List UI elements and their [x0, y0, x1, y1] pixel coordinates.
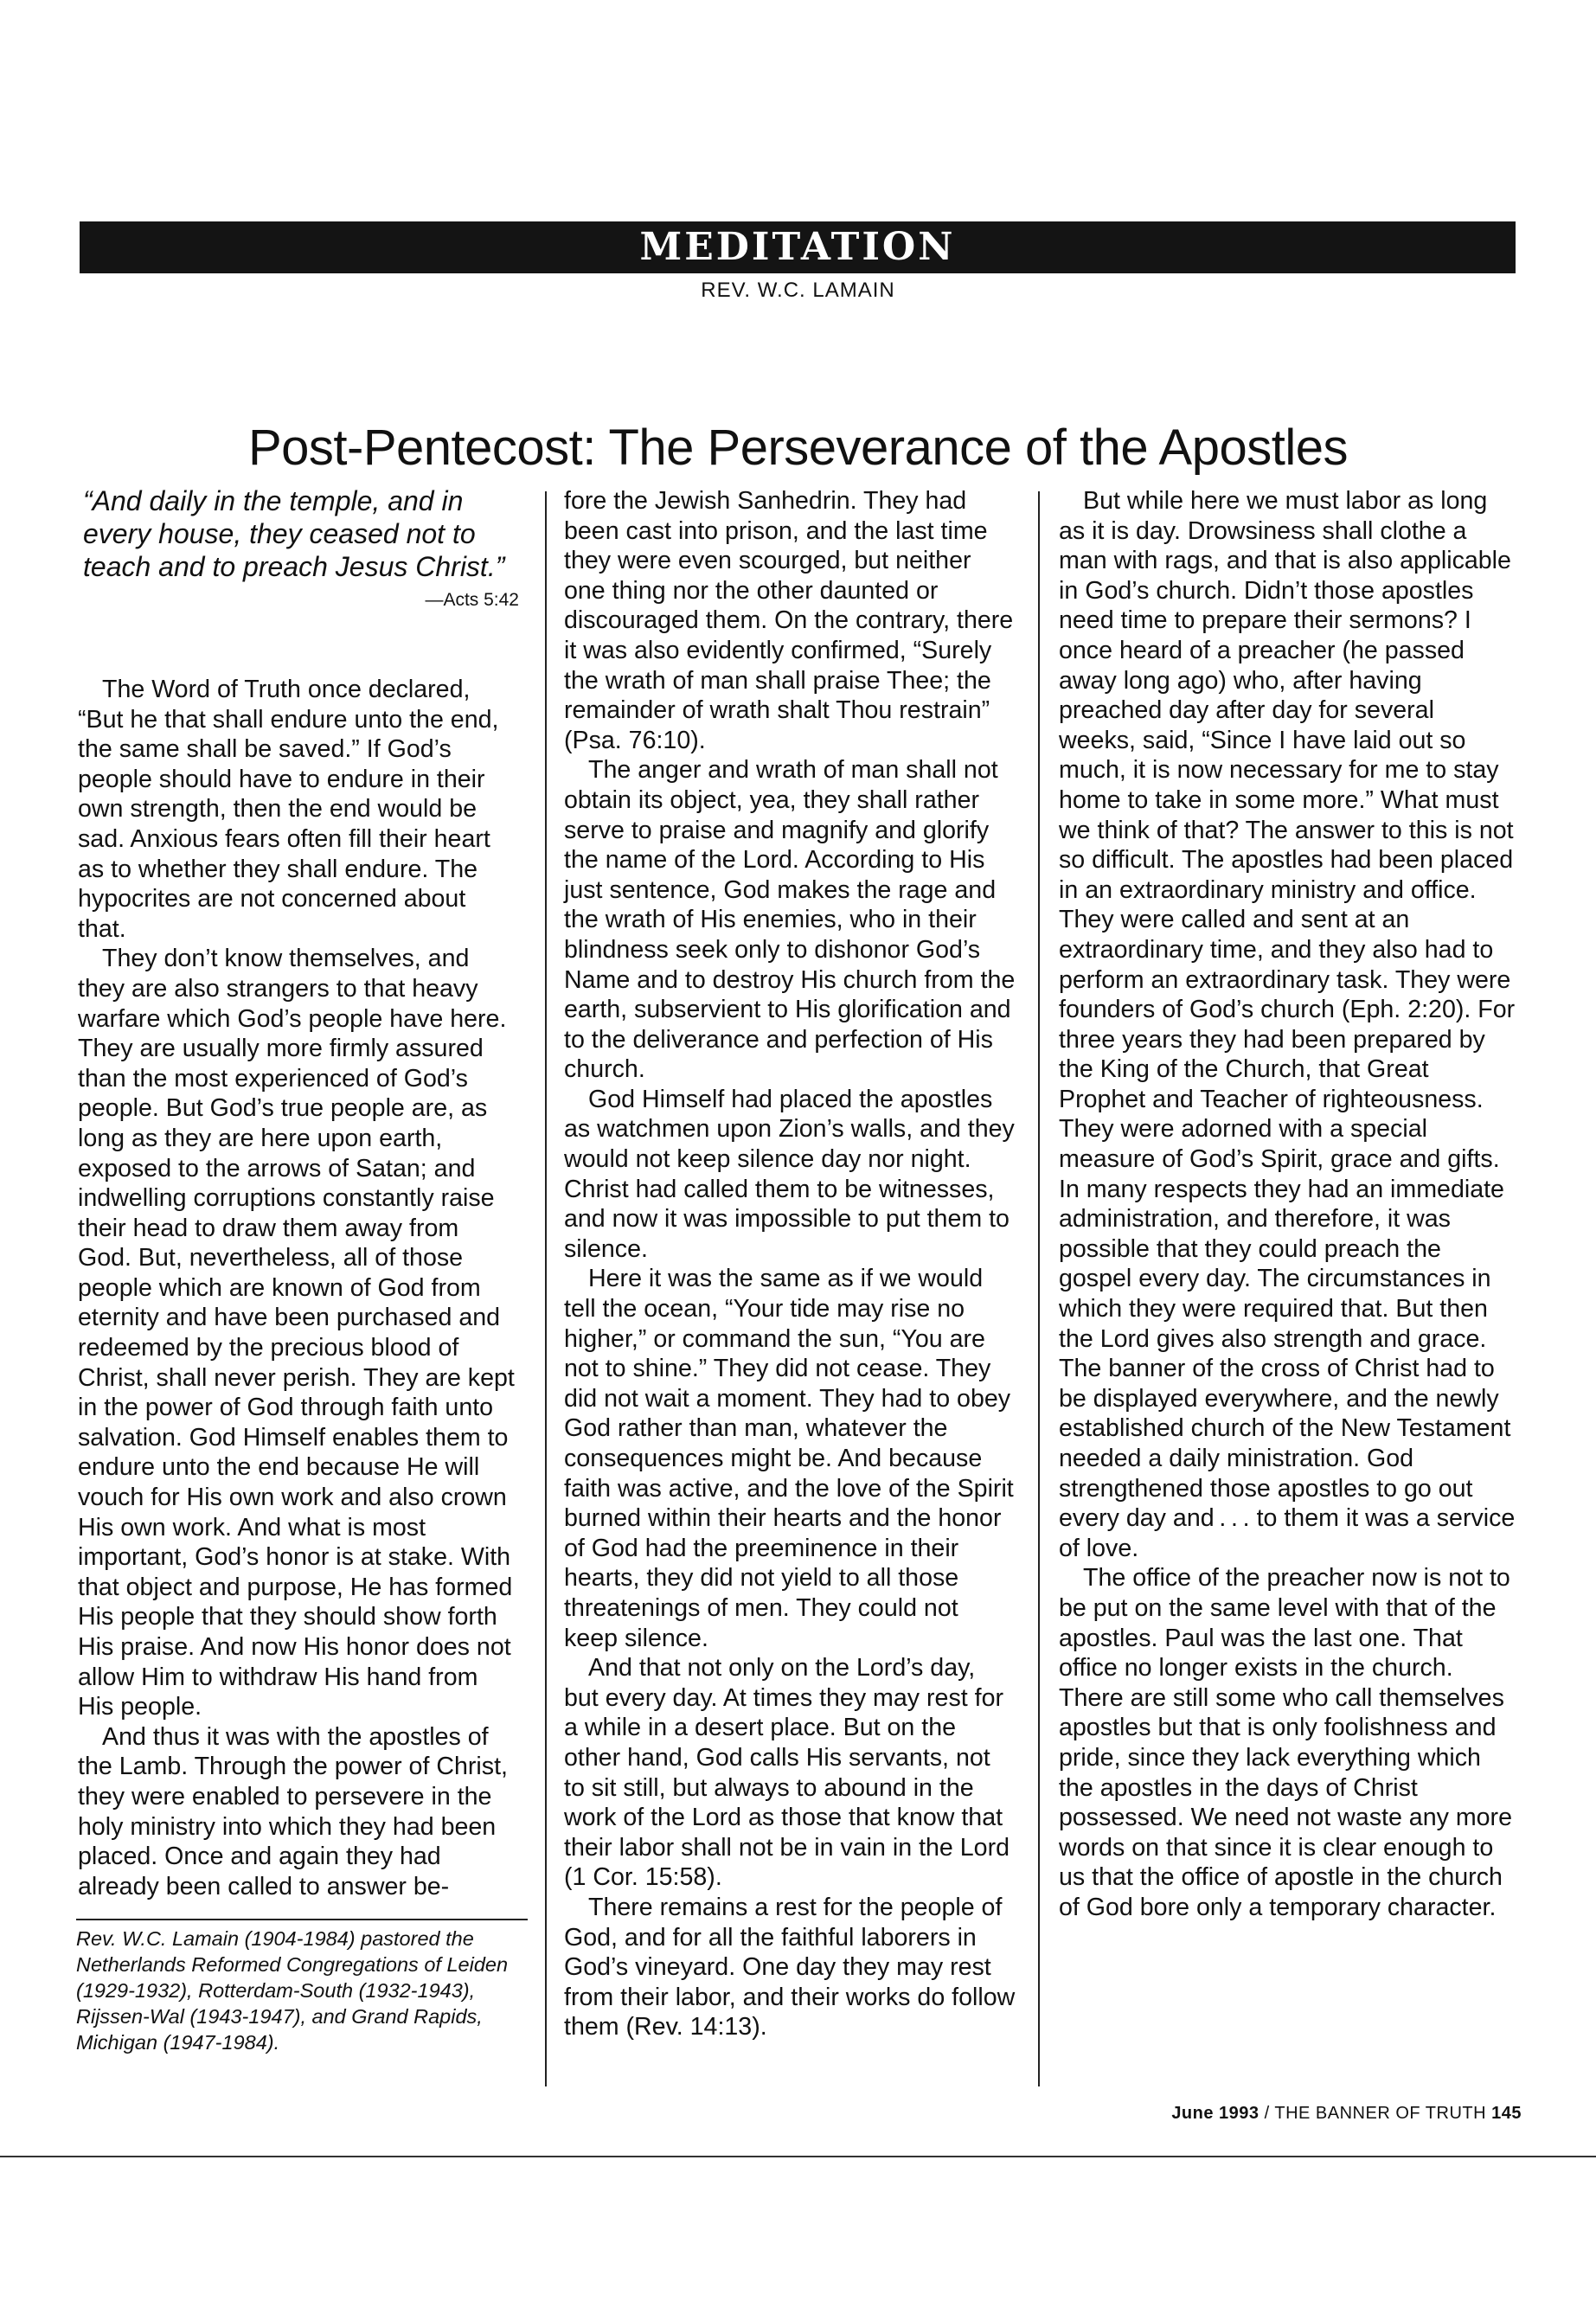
- column-3: [1059, 486, 1516, 1923]
- paragraph: But while here we must labor as long as it is day. Drowsiness shall clothe a man with rags, and that is also applicable in God’s church. Didn’t those apostles need time to prepare their sermons? I once heard of a preacher (he passed away long ago) who, after having preached day after day for several weeks, said, “Since I have laid out so much, it is now necessary for me to stay home to take in some more.” What must we think of that? The answer to this is not so difficult. The apostles had been placed in an extraordinary ministry and office. They were called and sent at an extraordinary time, and they also had to perform an extraordinary task. They were founders of God’s church (Eph. 2:20). For three years they had been prepared by the King of the Church, that Great Prophet and Teacher of righteousness. They were adorned with a special measure of God’s Spirit, grace and gifts. In many respects they had an immediate administration, and therefore, it was possible that they could preach the gospel every day. The circumstances in which they were required that. But then the Lord gives also strength and grace. The banner of the cross of Christ had to be displayed everywhere, and the newly established church of the New Testament needed a daily ministration. God strengthened those apostles to go out every day and . . . to them it was a service of love.: [1059, 487, 1516, 1562]
- issue-date: June 1993: [1171, 2104, 1259, 2123]
- paragraph: Here it was the same as if we would tell the ocean, “Your tide may rise no higher,” or command the sun, “You are not to shine.” They did not cease. They did not wait a moment. They had to obey God rather than man, whatever the consequences might be. And because faith was active, and the love of the Spirit burned within their hearts and the honor of God had the preeminence in their hearts, they did not yield to all those threatenings of men. They could not keep silence.: [564, 1265, 1014, 1652]
- paragraph: And that not only on the Lord’s day, but every day. At times they may rest for a while in a desert place. But on the other hand, God calls His servants, not to sit still, but always to abound in the work of the Lord as those that know that their labor shall not be in vain in the Lord (1 Cor. 15:58).: [564, 1654, 1010, 1892]
- page-footer: [1171, 2104, 1522, 2124]
- paragraph: fore the Jewish Sanhedrin. They had been cast into prison, and the last time they were even scourged, but neither one thing nor the other daunted or discouraged them. On the contrary, there it was also evidently confirmed, “Surely the wrath of man shall praise Thee; the remainder of wrath shalt Thou restrain” (Psa. 76:10).: [564, 487, 1014, 754]
- paragraph: God Himself had placed the apostles as watchmen upon Zion’s walls, and they would not keep silence day nor night. Christ had called them to be witnesses, and now it was impossible to put them to silence.: [564, 1085, 1015, 1263]
- epigraph-reference: —Acts 5:42: [425, 590, 519, 610]
- column-divider: [545, 491, 547, 2086]
- paragraph: The Word of Truth once declared, “But he that shall endure unto the end, the same shall be saved.” If God’s people should have to endure in their own strength, then the end would be sad. Anxious fears often fill their heart as to whether they shall endure. The hypocrites are not concerned about that.: [78, 676, 499, 943]
- article-title: Post-Pentecost: The Perseverance of the Apostles: [247, 420, 1348, 476]
- paragraph: The anger and wrath of man shall not obtain its object, yea, they shall rather serve to praise and magnify and glorify the name of the Lord. According to His just sentence, God makes the rage and the wrath of His enemies, who in their blindness seek only to dishonor God’s Name and to destroy His church from the earth, subservient to His glorification and to the deliverance and perfection of His church.: [564, 756, 1016, 1084]
- section-banner: [80, 221, 1516, 273]
- page-edge-line: [0, 2156, 1596, 2157]
- author-byline: REV. W.C. LAMAIN: [701, 279, 895, 302]
- publication-name: / THE BANNER OF TRUTH: [1264, 2104, 1487, 2123]
- page-number: 145: [1491, 2104, 1522, 2123]
- paragraph: There remains a rest for the people of God, and for all the faithful laborers in God’s vineyard. One day they may rest from their labor, and their works do follow them (Rev. 14:13).: [564, 1893, 1016, 2041]
- column-2: [564, 486, 1016, 2042]
- paragraph: They don’t know themselves, and they are also strangers to that heavy warfare which God’s people have here. They are usually more firmly assured than the most experienced of God’s people. But God’s true people are, as long as they are here upon earth, exposed to the arrows of Satan; and indwelling corruptions constantly raise their head to draw them away from God. But, nevertheless, all of those people which are known of God from eternity and have been purchased and redeemed by the precious blood of Christ, shall never perish. They are kept in the power of God through faith unto salvation. God Himself enables them to endure unto the end because He will vouch for His own work and also crown His own work. And what is most important, God’s honor is at stake. With that object and purpose, He has formed His people that they should show forth His praise. And now His honor does not allow Him to withdraw His hand from His people.: [78, 945, 515, 1721]
- author-footnote: Rev. W.C. Lamain (1904-1984) pastored the Netherlands Reformed Congregations of Leiden (1929-1932), Rotterdam-South (1932-1943), Rijssen-Wal (1943-1947), and Grand Rapids, Michigan (1947-1984).: [76, 1927, 509, 2054]
- paragraph: The office of the preacher now is not to be put on the same level with that of the apostles. Paul was the last one. That office no longer exists in the church. There are still some who call themselves apostles but that is only foolishness and pride, since they lack everything which the apostles in the days of Christ possessed. We need not waste any more words on that since it is clear enough to us that the office of apostle in the church of God bore only a temporary character.: [1059, 1564, 1512, 1921]
- footnote-rule: [76, 1919, 528, 1920]
- paragraph: And thus it was with the apostles of the Lamb. Through the power of Christ, they were enabled to persevere in the holy ministry into which they had been placed. Once and again they had already been called to answer be-: [78, 1722, 508, 1900]
- section-title: MEDITATION: [639, 225, 956, 269]
- column-divider: [1038, 491, 1040, 2086]
- column-1: [78, 675, 515, 1901]
- epigraph-quote: “And daily in the temple, and in every house, they ceased not to teach and to preach Jesus Christ.”: [83, 485, 505, 582]
